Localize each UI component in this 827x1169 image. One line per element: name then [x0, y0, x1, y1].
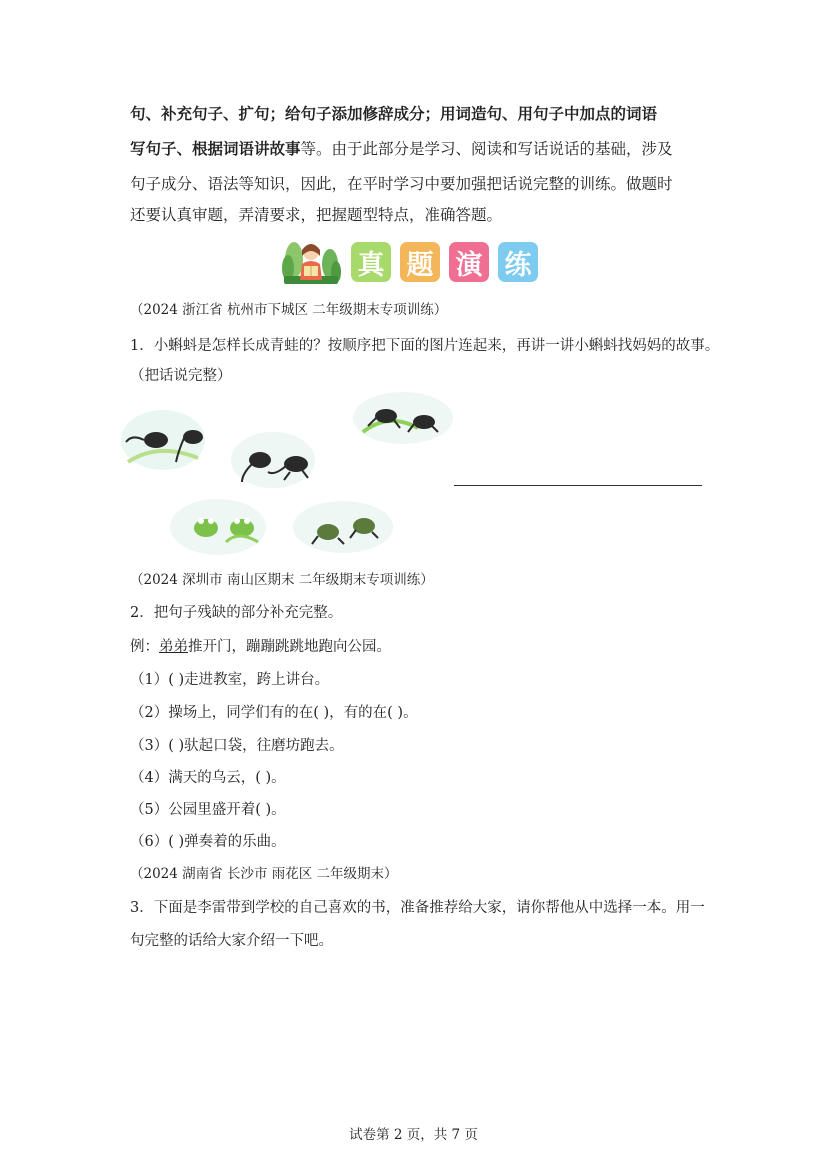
- q2-text: 2．把句子残缺的部分补充完整。: [130, 605, 343, 621]
- q3-source: （2024 湖南省 长沙市 雨花区 二年级期末）: [130, 866, 398, 882]
- q2-source: （2024 深圳市 南山区期末 二年级期末专项训练）: [130, 572, 434, 588]
- panel-tadpoles-with-legs: [231, 432, 315, 488]
- q1-answer-line[interactable]: [454, 485, 702, 486]
- intro-line-4: 还要认真审题，弄清要求，把握题型特点，准确答题。: [130, 206, 503, 224]
- page-footer: 试卷第 2 页，共 7 页: [349, 1127, 478, 1143]
- panel-frogs: [170, 499, 266, 555]
- intro-line-2: 写句子、根据词语讲故事等。由于此部分是学习、阅读和写话说话的基础，涉及: [130, 139, 673, 158]
- panel-tadpoles: [121, 410, 205, 470]
- reading-girl-icon: [280, 238, 342, 286]
- banner-tile-zhen: 真: [351, 242, 391, 282]
- q2-example: 例：弟弟推开门，蹦蹦跳跳地跑向公园。: [130, 639, 391, 655]
- section-banner: [280, 238, 538, 286]
- q3-line-2: 句完整的话给大家介绍一下吧。: [130, 933, 333, 949]
- q1-source: （2024 浙江省 杭州市下城区 二年级期末专项训练）: [130, 302, 448, 318]
- q3-line-1: 3．下面是李雷带到学校的自己喜欢的书，准备推荐给大家，请你帮他从中选择一本。用一: [130, 900, 705, 916]
- q2-item-2: （2）操场上，同学们有的在( )，有的在( )。: [130, 705, 418, 721]
- q2-item-6: （6）( )弹奏着的乐曲。: [130, 834, 286, 850]
- intro-line-3: 句子成分、语法等知识，因此，在平时学习中要加强把话说完整的训练。做题时: [130, 175, 673, 193]
- intro-line-1: 句、补充句子、扩句；给句子添加修辞成分；用词造句、用句子中加点的词语: [130, 104, 658, 123]
- q2-item-3: （3）( )驮起口袋，往磨坊跑去。: [130, 738, 344, 754]
- tadpole-growth-illustration: [118, 392, 458, 562]
- banner-tile-yan: 演: [449, 242, 489, 282]
- q2-item-5: （5）公园里盛开着( )。: [130, 802, 286, 818]
- banner-tile-ti: 题: [400, 242, 440, 282]
- q1-note: （把话说完整）: [130, 368, 232, 384]
- panel-young-frogs: [293, 501, 393, 553]
- q2-item-1: （1）( )走进教室，跨上讲台。: [130, 672, 330, 688]
- banner-tile-lian: 练: [498, 242, 538, 282]
- q2-item-4: （4）满天的乌云，( )。: [130, 770, 286, 786]
- q1-text: 1．小蝌蚪是怎样长成青蛙的？按顺序把下面的图片连起来，再讲一讲小蝌蚪找妈妈的故事。: [130, 338, 720, 354]
- panel-froglets: [353, 392, 453, 444]
